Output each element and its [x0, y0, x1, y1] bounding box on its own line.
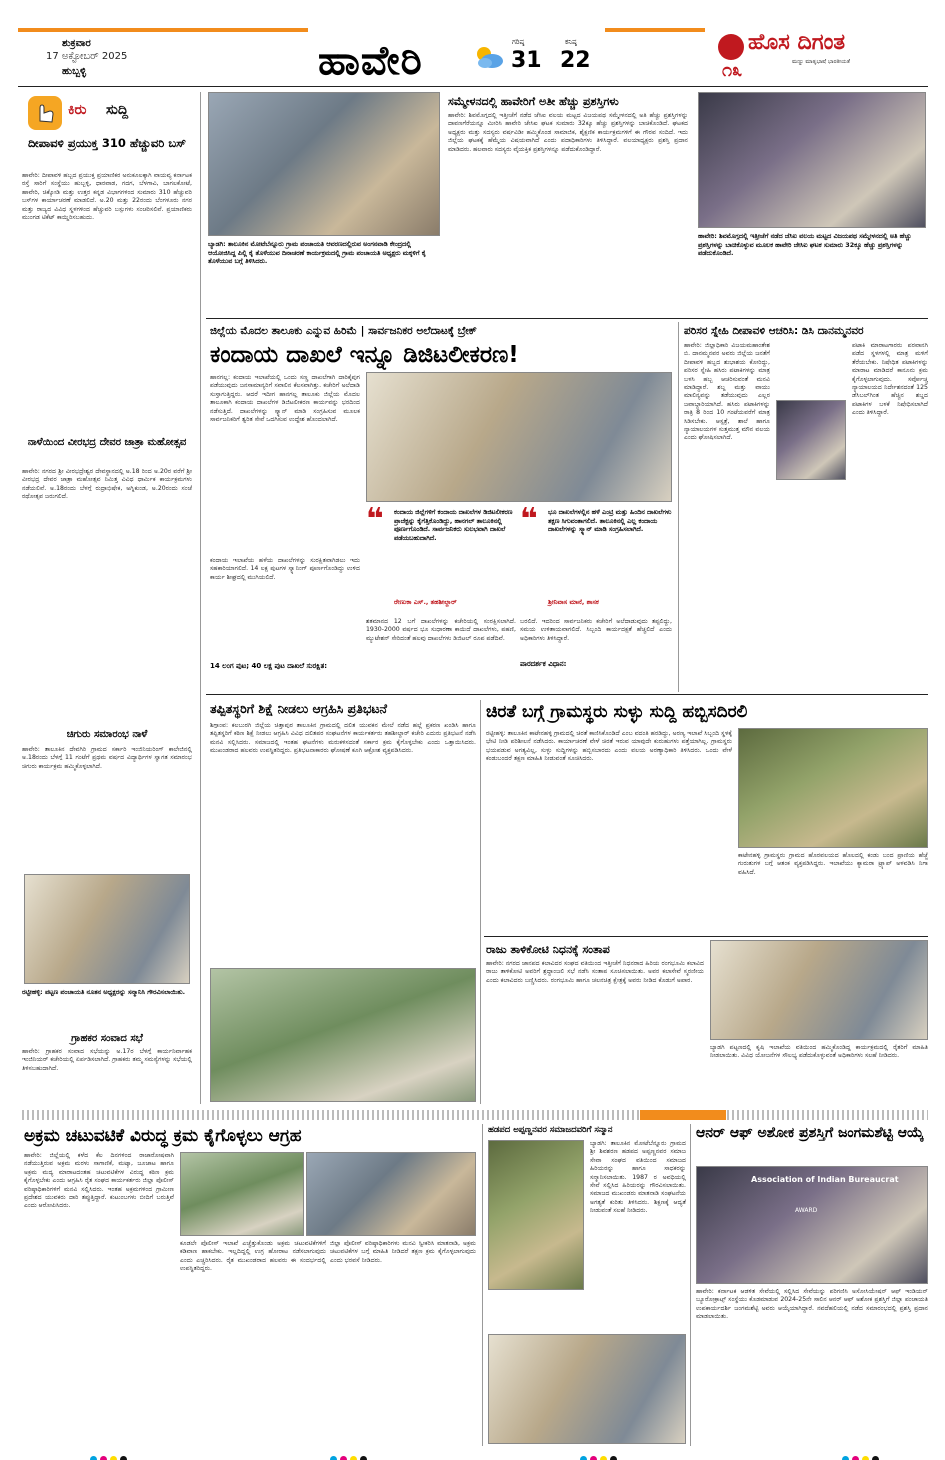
awards-title: ಸಮ್ಮೇಳನದಲ್ಲಿ ಹಾವೇರಿಗೆ ಅತೀ ಹೆಚ್ಚು ಪ್ರಶಸ್ತಿಗಳು [448, 95, 619, 108]
honour-photo [696, 1166, 928, 1284]
leopard-rule [484, 936, 928, 937]
felicitation-divider [690, 1124, 691, 1446]
lead-photo [366, 372, 672, 502]
print-dots-far-right [842, 1448, 882, 1460]
env-title: ಪರಿಸರ ಸ್ನೇಹಿ ದೀಪಾವಳಿ ಆಚರಿಸಿ: ಡಿಸಿ ದಾನಮ್ಮನವರ [684, 325, 864, 337]
punish-photo [210, 968, 476, 1102]
quote-2-author: ಶ್ರೀನಿವಾಸ ಮಾನೆ, ಶಾಸಕ [548, 598, 599, 606]
illegal-body-2: ಕೂಡಲೇ ಪೊಲೀಸ್ ಇಲಾಖೆ ಎಚ್ಚೆತ್ತುಕೊಂಡು ಅಕ್ರಮ ಚಟುವಟಿಕೆಗಳಿಗೆ ಕಡಿವಾಣ ಹಾಕಬೇಕು. ಇಲ್ಲದಿದ್ದಲ್ಲಿ ಉಗ್ರ ಹೋರಾಟ ನಡೆಸಲಾಗುವುದು ಎಂದು ಎಚ್ಚರಿಸಿದರು. ರೈತ ಮುಖಂಡರಾದ ಹಲವರು ಈ ಸಂದರ್ಭದಲ್ಲಿ ಉಪಸ್ಥಿತರಿದ್ದರು. [180, 1240, 326, 1273]
lead-rule [206, 694, 928, 695]
mourning-body-2: ಬ್ಯಾಡಗಿ ಪಟ್ಟಣದಲ್ಲಿ ಕೃಷಿ ಇಲಾಖೆಯ ವತಿಯಿಂದ ಹಮ್ಮಿಕೊಂಡಿದ್ದ ಕಾರ್ಯಕ್ರಮದಲ್ಲಿ ರೈತರಿಗೆ ಮಾಹಿತಿ ನೀಡಲಾಯಿತು. ವಿವಿಧ ಯೋಜನೆಗಳ ಸೌಲಭ್ಯ ಪಡೆದುಕೊಳ್ಳುವಂತೆ ಅಧಿಕಾರಿಗಳು ಸಲಹೆ ನೀಡಿದರು. [710, 1044, 928, 1060]
leopard-photo [738, 728, 928, 848]
dc-portrait [776, 400, 846, 480]
lead-kicker: ಜಿಲ್ಲೆಯ ಮೊದಲ ತಾಲೂಕು ಎನ್ನುವ ಹಿರಿಮೆ | ಸಾರ್ವಜನಿಕರ ಅಲೆದಾಟಕ್ಕೆ ಬ್ರೇಕ್ [210, 325, 477, 337]
logo-emblem [718, 34, 744, 60]
env-body-2: ಪಟಾಕಿ ಮಾರಾಟಗಾರರು ಪರವಾನಗಿ ಪಡೆದ ಸ್ಥಳಗಳಲ್ಲಿ ಮಾತ್ರ ಮಳಿಗೆ ತೆರೆಯಬೇಕು. ನಿಷೇಧಿತ ಪಟಾಕಿಗಳನ್ನು ಮಾರಾಟ ಮಾಡಿದರೆ ಕಾನೂನು ಕ್ರಮ ಕೈಗೊಳ್ಳಲಾಗುವುದು. ಸರ್ವೋಚ್ಚ ನ್ಯಾಯಾಲಯದ ನಿರ್ದೇಶನದಂತೆ 125 ಡೆಸಿಬಲ್‌ಗಿಂತ ಹೆಚ್ಚಿನ ಶಬ್ದದ ಪಟಾಕಿಗಳ ಬಳಕೆ ನಿಷೇಧಿಸಲಾಗಿದೆ ಎಂದು ತಿಳಿಸಿದ್ದಾರೆ. [852, 342, 928, 417]
illegal-title: ಅಕ್ರಮ ಚಟುವಟಿಕೆ ವಿರುದ್ಧ ಕ್ರಮ ಕೈಗೊಳ್ಳಲು ಆಗ್ರಹ [24, 1126, 302, 1146]
awards-rule [206, 318, 928, 319]
quote-2-text: ಭೂ ದಾಖಲೆಗಳಲ್ಲಿನ ಹಳೆ ಎಂಟ್ರಿ ಮತ್ತು ಹಿಂದಿನ ದಾಖಲೆಗಳು ತಕ್ಷಣ ಸಿಗುವಂತಾಗಲಿದೆ. ತಾಲೂಕಿನಲ್ಲಿ ಎಲ್ಲ ಕಂದಾಯ ದಾಖಲೆಗಳನ್ನು ಸ್ಕ್ಯಾನ್ ಮಾಡಿ ಸಂಗ್ರಹಿಸಲಾಗಿದೆ. [548, 508, 672, 534]
section-band-accent [640, 1110, 726, 1120]
masthead-orange-bar [18, 28, 308, 32]
brief-2-title: ನಾಳೆಯಿಂದ ವೀರಭದ್ರ ದೇವರ ಜಾತ್ರಾ ಮಹೋತ್ಸವ [27, 437, 187, 448]
kirusuddi-photo [24, 874, 190, 984]
section-band [22, 1110, 928, 1120]
lead-body-d: ಬರಲಿದೆ. ಇದರಿಂದ ಸಾರ್ವಜನಿಕರು ಕಚೇರಿಗೆ ಅಲೆದಾಡುವುದು ತಪ್ಪಲಿದ್ದು, ಸಮಯ ಉಳಿತಾಯವಾಗಲಿದೆ. ಸಿಬ್ಬಂದಿ ಕಾರ್ಯದಕ್ಷತೆ ಹೆಚ್ಚಲಿದೆ ಎಂದು ಅಧಿಕಾರಿಗಳು ತಿಳಿಸಿದ್ದಾರೆ. [520, 618, 672, 642]
page-number: ೧೩ [722, 60, 743, 81]
weather-max: 31 [511, 48, 542, 73]
illegal-photo-b [306, 1152, 476, 1236]
brief-3-title: ಚಿಗುರು ಸಮಾರಂಭ ನಾಳೆ [66, 729, 148, 740]
print-dots-center [330, 1448, 370, 1460]
lead-body-c: ಶತಮಾನದ 12 ಬಗೆ ದಾಖಲೆಗಳನ್ನು ಕಚೇರಿಯಲ್ಲಿ ಸಂರಕ್ಷಿಸಲಾಗಿದೆ. 1930-2000 ವರ್ಷದ ಭೂ ಸುಧಾರಣಾ ಕಾಯಿದೆ ದಾಖಲೆಗಳು, ಪಹಣಿ, ಮ್ಯುಟೇಶನ್ ಸೇರಿದಂತೆ ಹಲವು ದಾಖಲೆಗಳು ಡಿಜಿಟಲ್ ರೂಪ ಪಡೆದಿವೆ. [366, 618, 516, 642]
quote-2-box [520, 502, 672, 614]
kirusuddi-photo-caption: ರಟ್ಟೀಹಳ್ಳಿ: ಪಟ್ಟಣ ಪಂಚಾಯತಿ ನೂತನ ಅಧ್ಯಕ್ಷರನ್ನು ಸನ್ಮಾನಿಸಿ ಗೌರವಿಸಲಾಯಿತು. [22, 988, 186, 996]
felicitation-photo-a [488, 1140, 584, 1290]
lead-subhead: 14 ಲಂಗ ಪುಟ; 40 ಲಕ್ಷ ಪುಟ ದಾಖಲೆ ಸುರಕ್ಷಿತ: [210, 662, 328, 670]
kirusuddi-badge [28, 96, 62, 130]
felicitation-body: ಬ್ಯಾಡಗಿ: ತಾಲೂಕಿನ ಮೋಟೆಬೆನ್ನೂರು ಗ್ರಾಮದ ಶ್ರೀ ಶಿವಶರಣ ಹಡಪದ ಅಪ್ಪಣ್ಣನವರ ಸಮಾಜ ಸೇವಾ ಸಂಘದ ವತಿಯಿಂದ ಸಮಾಜದ ಹಿರಿಯರನ್ನು ಹಾಗೂ ಸಾಧಕರನ್ನು ಸನ್ಮಾನಿಸಲಾಯಿತು. 1987 ರ ಅವಧಿಯಲ್ಲಿ ಸೇವೆ ಸಲ್ಲಿಸಿದ ಹಿರಿಯರನ್ನು ಗೌರವಿಸಲಾಯಿತು. ಸಮಾಜದ ಮುಖಂಡರು ಮಾತನಾಡಿ ಸಂಘಟನೆಯ ಅಗತ್ಯತೆ ಕುರಿತು ತಿಳಿಸಿದರು. ಶಿಕ್ಷಣಕ್ಕೆ ಆದ್ಯತೆ ನೀಡುವಂತೆ ಸಲಹೆ ನೀಡಿದರು. [590, 1140, 686, 1215]
brief-3-body: ಹಾವೇರಿ: ತಾಲೂಕಿನ ದೇವಗಿರಿ ಗ್ರಾಮದ ಸರ್ಕಾರಿ ಇಂಜಿನಿಯರಿಂಗ್ ಕಾಲೇಜಿನಲ್ಲಿ ಅ.18ರಂದು ಬೆಳಗ್ಗೆ 11 ಗಂಟೆಗೆ ಪ್ರಥಮ ವರ್ಷದ ವಿದ್ಯಾರ್ಥಿಗಳ ಸ್ವಾಗತ ಸಮಾರಂಭ ಚಿಗುರು ಕಾರ್ಯಕ್ರಮ ಹಮ್ಮಿಕೊಳ್ಳಲಾಗಿದೆ. [22, 746, 192, 770]
masthead-date: 17 ಅಕ್ಟೋಬರ್ 2025 [46, 51, 128, 62]
logo-text: ಹೊಸ ದಿಗಂತ [748, 30, 846, 55]
honour-title: ಆನರ್ ಆಫ್ ಅಶೋಕ ಪ್ರಶಸ್ತಿಗೆ ಜಂಗಮಶೆಟ್ಟಿ ಆಯ್ಕೆ [696, 1125, 924, 1141]
edition-title: ಹಾವೇರಿ [318, 38, 423, 84]
weather-max-label: ಗರಿಷ್ಠ [512, 38, 525, 46]
awards-body: ಹಾವೇರಿ: ಶಿವಮೊಗ್ಗದಲ್ಲಿ ಇತ್ತೀಚೆಗೆ ನಡೆದ ಜೆಸಿಐ ವಲಯ ಮಟ್ಟದ ವಿಜಯಪಥ ಸಮ್ಮೇಳನದಲ್ಲಿ ಅತಿ ಹೆಚ್ಚು ಪ್ರಶಸ್ತಿಗಳನ್ನು ದಾವಣಗೆರೆಯನ್ನೂ ಮೀರಿಸಿ ಹಾವೇರಿ ಜೇಸಿಐ ಘಟಕ ಸುಮಾರು 32ಕ್ಕೂ ಹೆಚ್ಚು ಪ್ರಶಸ್ತಿಗಳನ್ನು ಬಾಚಿಕೊಂಡಿದೆ. ಘಟಕದ ಅಧ್ಯಕ್ಷರು ಮತ್ತು ಸದಸ್ಯರು ವರ್ಷವಿಡೀ ಹಮ್ಮಿಕೊಂಡ ಸಾಮಾಜಿಕ, ಶೈಕ್ಷಣಿಕ ಕಾರ್ಯಕ್ರಮಗಳಿಗೆ ಈ ಗೌರವ ಸಂದಿದೆ. ಇದು ಜಿಲ್ಲೆಯ ಘಟಕಕ್ಕೆ ಹೆಮ್ಮೆಯ ವಿಷಯವಾಗಿದೆ ಎಂದು ಪದಾಧಿಕಾರಿಗಳು ತಿಳಿಸಿದ್ದಾರೆ. ವಲಯಾಧ್ಯಕ್ಷರು ಪ್ರಶಸ್ತಿ ಪ್ರದಾನ ಮಾಡಿದರು. ಹಲವಾರು ಸದಸ್ಯರು ವೈಯಕ್ತಿಕ ಪ್ರಶಸ್ತಿಗಳನ್ನೂ ಪಡೆದುಕೊಂಡಿದ್ದಾರೆ. [448, 112, 688, 153]
mourning-body: ಹಾವೇರಿ: ನಗರದ ಜಾನಪದ ಕಲಾವಿದರ ಸಂಘದ ವತಿಯಿಂದ ಇತ್ತೀಚೆಗೆ ನಿಧನರಾದ ಹಿರಿಯ ರಂಗಭೂಮಿ ಕಲಾವಿದ ರಾಜು ತಾಳಿಕೋಟಿ ಅವರಿಗೆ ಶ್ರದ್ಧಾಂಜಲಿ ಸಭೆ ನಡೆಸಿ ಸಂತಾಪ ಸೂಚಿಸಲಾಯಿತು. ಅವರ ಕಲಾಸೇವೆ ಸ್ಮರಣೀಯ ಎಂದು ಕಲಾವಿದರು ಬಣ್ಣಿಸಿದರು. ರಂಗಭೂಮಿ ಹಾಗೂ ಚಲನಚಿತ್ರ ಕ್ಷೇತ್ರಕ್ಕೆ ಅವರು ನೀಡಿದ ಕೊಡುಗೆ ಅಪಾರ. [486, 960, 704, 984]
print-dots-left [90, 1448, 130, 1460]
kirusuddi-column [22, 92, 194, 1104]
punish-body: ಶಿಗ್ಗಾಂವ: ಕಲಬುರಗಿ ಜಿಲ್ಲೆಯ ಚಿತ್ತಾಪುರ ತಾಲೂಕಿನ ಗ್ರಾಮದಲ್ಲಿ ದಲಿತ ಯುವಕನ ಮೇಲೆ ನಡೆದ ಹಲ್ಲೆ ಪ್ರಕರಣ ಖಂಡಿಸಿ ಹಾಗೂ ತಪ್ಪಿತಸ್ಥರಿಗೆ ಕಠಿಣ ಶಿಕ್ಷೆ ನೀಡಲು ಆಗ್ರಹಿಸಿ ವಿವಿಧ ದಲಿತಪರ ಸಂಘಟನೆಗಳ ಕಾರ್ಯಕರ್ತರು ತಹಶೀಲ್ದಾರ್ ಕಚೇರಿ ಎದುರು ಪ್ರತಿಭಟನೆ ನಡೆಸಿ ಮನವಿ ಸಲ್ಲಿಸಿದರು. ಸಮಾಜದಲ್ಲಿ ಇಂತಹ ಘಟನೆಗಳು ಮರುಕಳಿಸದಂತೆ ಸರ್ಕಾರ ಕ್ರಮ ಕೈಗೊಳ್ಳಬೇಕು ಎಂದು ಒತ್ತಾಯಿಸಿದರು. ಮುಖಂಡರಾದ ಹಲವರು ಉಪಸ್ಥಿತರಿದ್ದರು. ಪ್ರತಿಭಟನಾಕಾರರು ಘೋಷಣೆ ಕೂಗಿ ಆಕ್ರೋಶ ವ್ಯಕ್ತಪಡಿಸಿದರು. [210, 722, 476, 755]
newspaper-logo [712, 30, 924, 70]
quote-1-author: ರೇಣುಕಾ ಎಸ್., ತಹಶೀಲ್ದಾರ್ [394, 598, 457, 606]
leopard-body: ರಟ್ಟೀಹಳ್ಳಿ: ತಾಲೂಕಿನ ಕಾಟೇನಹಳ್ಳಿ ಗ್ರಾಮದಲ್ಲಿ ಚಿರತೆ ಕಾಣಿಸಿಕೊಂಡಿದೆ ಎಂಬ ವದಂತಿ ಹರಡಿದ್ದು, ಅರಣ್ಯ ಇಲಾಖೆ ಸಿಬ್ಬಂದಿ ಸ್ಥಳಕ್ಕೆ ಭೇಟಿ ನೀಡಿ ಪರಿಶೀಲನೆ ನಡೆಸಿದರು. ಕಾರ್ಯಾಚರಣೆ ವೇಳೆ ಚಿರತೆ ಇರುವ ಯಾವುದೇ ಕುರುಹುಗಳು ಪತ್ತೆಯಾಗಿಲ್ಲ. ಗ್ರಾಮಸ್ಥರು ಭಯಪಡುವ ಅಗತ್ಯವಿಲ್ಲ, ಸುಳ್ಳು ಸುದ್ದಿಗಳನ್ನು ಹಬ್ಬಿಸಬಾರದು ಎಂದು ವಲಯ ಅರಣ್ಯಾಧಿಕಾರಿ ತಿಳಿಸಿದರು. ಒಂದು ವೇಳೆ ಕಂಡುಬಂದರೆ ತಕ್ಷಣ ಮಾಹಿತಿ ನೀಡುವಂತೆ ಸೂಚಿಸಿದರು. [486, 730, 732, 763]
leopard-title: ಚಿರತೆ ಬಗ್ಗೆ ಗ್ರಾಮಸ್ಥರು ಸುಳ್ಳು ಸುದ್ದಿ ಹಬ್ಬಿಸದಿರಲಿ [486, 702, 748, 722]
print-dots-right [580, 1448, 620, 1460]
anganwadi-photo-caption: ಬ್ಯಾಡಗಿ: ತಾಲೂಕಿನ ಮೋಟೆಬೆನ್ನೂರು ಗ್ರಾಮ ಪಂಚಾಯತಿ ಆವರಣದಲ್ಲಿರುವ ಅಂಗನವಾಡಿ ಕೇಂದ್ರದಲ್ಲಿ ಆಯೋಜಿಸಿದ್ದ ಪಿಲ್ಲಿ ಕೈ ತೊಳೆಯುವ ದಿನಾಚರಣೆ ಕಾರ್ಯಕ್ರಮದಲ್ಲಿ ಗ್ರಾಮ ಪಂಚಾಯತಿ ಅಧ್ಯಕ್ಷರು ಮಕ್ಕಳಿಗೆ ಕೈ ತೊಳೆಯುವ ಬಗ್ಗೆ ತಿಳಿಸಿದರು. [208, 240, 426, 266]
quote-1-mark-icon: ❝ [366, 502, 384, 537]
punish-divider [480, 700, 481, 1104]
awards-photo [698, 92, 926, 228]
illegal-body: ಹಾವೇರಿ: ಜಿಲ್ಲೆಯಲ್ಲಿ ಕಳೆದ ಕೆಲ ದಿನಗಳಿಂದ ರಾಜಾರೋಷವಾಗಿ ನಡೆಯುತ್ತಿರುವ ಅಕ್ರಮ ಮರಳು ಸಾಗಾಣಿಕೆ, ಮಟ್ಕಾ, ಜೂಜಾಟ ಹಾಗೂ ಅಕ್ರಮ ಮದ್ಯ ಮಾರಾಟದಂತಹ ಚಟುವಟಿಕೆಗಳ ವಿರುದ್ಧ ಕಠಿಣ ಕ್ರಮ ಕೈಗೊಳ್ಳಬೇಕು ಎಂದು ಆಗ್ರಹಿಸಿ ರೈತ ಸಂಘದ ಕಾರ್ಯಕರ್ತರು ಜಿಲ್ಲಾ ಪೊಲೀಸ್ ವರಿಷ್ಠಾಧಿಕಾರಿಗಳಿಗೆ ಮನವಿ ಸಲ್ಲಿಸಿದರು. ಇಂತಹ ಅಕ್ರಮಗಳಿಂದ ಗ್ರಾಮೀಣ ಪ್ರದೇಶದ ಯುವಕರು ದಾರಿ ತಪ್ಪುತ್ತಿದ್ದಾರೆ. ಕುಟುಂಬಗಳು ಬೀದಿಗೆ ಬರುತ್ತಿವೆ ಎಂದು ಆರೋಪಿಸಿದರು. [24, 1152, 174, 1210]
logo-tagline: ಮಣ್ಣು ಮಾತೃಭಾಷೆ ಭಾರತೀಯತೆ [792, 59, 851, 65]
mourning-photo [710, 940, 928, 1040]
quote-1-text: ಕಂದಾಯ ಜಿಲ್ಲೆಗಳಿಗೆ ಕಂದಾಯ ದಾಖಲೆಗಳ ಡಿಜಿಟಲೀಕರಣ ಪ್ರಾಜೆಕ್ಟನ್ನು ಕೈಗೆತ್ತಿಕೊಂಡಿದ್ದು, ಹಾನಗಲ್ ತಾಲೂಕಿನಲ್ಲಿ ಪೂರ್ಣಗೊಂಡಿದೆ. ಸಾರ್ವಜನಿಕರು ಸುಲಭವಾಗಿ ದಾಖಲೆ ಪಡೆಯಬಹುದಾಗಿದೆ. [394, 508, 513, 542]
quote-2-mark-icon: ❝ [520, 502, 538, 537]
masthead-day: ಶುಕ್ರವಾರ [62, 38, 91, 49]
weather-min: 22 [560, 48, 591, 73]
weather-icon [472, 44, 506, 70]
punish-title: ತಪ್ಪಿತಸ್ಥರಿಗೆ ಶಿಕ್ಷೆ ನೀಡಲು ಆಗ್ರಹಿಸಿ ಪ್ರತಿಭಟನೆ [210, 701, 387, 716]
lead-subhead-2: ಪಾರದರ್ಶಕ ವಿಧಾನ: [520, 660, 567, 668]
quote-1-box [366, 502, 516, 614]
brief-4-body: ಹಾವೇರಿ: ಗ್ರಾಹಕರ ಸಂವಾದ ಸಭೆಯನ್ನು ಅ.17ರ ಬೆಳಗ್ಗೆ ಕಾರ್ಯನಿರ್ವಾಹಕ ಇಂಜಿನಿಯರ್ ಕಚೇರಿಯಲ್ಲಿ ಏರ್ಪಡಿಸಲಾಗಿದೆ. ಗ್ರಾಹಕರು ತಮ್ಮ ಸಮಸ್ಯೆಗಳನ್ನು ಸಭೆಯಲ್ಲಿ ತಿಳಿಸಬಹುದಾಗಿದೆ. [22, 1048, 192, 1072]
illegal-divider [482, 1124, 483, 1446]
weather-min-label: ಕನಿಷ್ಠ [565, 38, 577, 46]
env-body: ಹಾವೇರಿ: ಜಿಲ್ಲಾಧಿಕಾರಿ ವಿಜಯಮಹಾಂತೇಶ ಬಿ. ದಾನಮ್ಮನವರ ಅವರು ಜಿಲ್ಲೆಯ ಜನತೆಗೆ ದೀಪಾವಳಿ ಹಬ್ಬದ ಶುಭಾಶಯ ಕೋರಿದ್ದು, ಪರಿಸರ ಸ್ನೇಹಿ ಹಸಿರು ಪಟಾಕಿಗಳನ್ನು ಮಾತ್ರ ಬಳಸಿ ಹಬ್ಬ ಆಚರಿಸುವಂತೆ ಮನವಿ ಮಾಡಿದ್ದಾರೆ. ಶಬ್ದ ಮತ್ತು ವಾಯು ಮಾಲಿನ್ಯವನ್ನು ತಡೆಯುವುದು ಎಲ್ಲರ ಜವಾಬ್ದಾರಿಯಾಗಿದೆ. ಹಸಿರು ಪಟಾಕಿಗಳನ್ನು ರಾತ್ರಿ 8 ರಿಂದ 10 ಗಂಟೆಯವರೆಗೆ ಮಾತ್ರ ಸಿಡಿಸಬೇಕು. ಆಸ್ಪತ್ರೆ, ಶಾಲೆ ಹಾಗೂ ನ್ಯಾಯಾಲಯಗಳ ಸುತ್ತಮುತ್ತ ಮೌನ ವಲಯ ಎಂದು ಘೋಷಿಸಲಾಗಿದೆ. [684, 342, 770, 442]
env-divider [678, 322, 679, 692]
kirusuddi-label-a: ಕಿರು [68, 102, 87, 118]
masthead-rule [18, 86, 928, 87]
lead-body-b: ಕಂದಾಯ ಇಲಾಖೆಯ ಹಳೆಯ ದಾಖಲೆಗಳನ್ನು ಸುರಕ್ಷಿತವಾಗಿಡಲು ಇದು ಸಹಕಾರಿಯಾಗಲಿದೆ. 14 ಲಕ್ಷ ಪುಟಗಳ ಸ್ಕ್ಯಾನಿಂಗ್ ಪೂರ್ಣಗೊಂಡಿದ್ದು ಉಳಿದ ಕಾರ್ಯ ಶೀಘ್ರದಲ್ಲಿ ಮುಗಿಯಲಿದೆ. [210, 557, 360, 581]
hand-icon [28, 96, 62, 130]
masthead-city: ಹುಬ್ಬಳ್ಳಿ [62, 66, 87, 77]
brief-2-body: ಹಾವೇರಿ: ನಗರದ ಶ್ರೀ ವೀರಭದ್ರೇಶ್ವರ ದೇವಸ್ಥಾನದಲ್ಲಿ ಅ.18 ರಿಂದ ಅ.20ರ ವರೆಗೆ ಶ್ರೀ ವೀರಭದ್ರ ದೇವರ ಜಾತ್ರಾ ಮಹೋತ್ಸವ ನಿಮಿತ್ತ ವಿವಿಧ ಧಾರ್ಮಿಕ ಕಾರ್ಯಕ್ರಮಗಳು ನಡೆಯಲಿವೆ. ಅ.18ರಂದು ಬೆಳಗ್ಗೆ ರುದ್ರಾಭಿಷೇಕ, ಅಗ್ನಿಕುಂಡ, ಅ.20ರಂದು ಸಂಜೆ ರಥೋತ್ಸವ ಜರುಗಲಿದೆ. [22, 468, 192, 501]
masthead [0, 0, 945, 88]
anganwadi-photo [208, 92, 440, 236]
brief-4-title: ಗ್ರಾಹಕರ ಸಂವಾದ ಸಭೆ [71, 1033, 143, 1044]
felicitation-photo-b [488, 1334, 686, 1444]
illegal-photo-a [180, 1152, 304, 1236]
kirusuddi-label-b: ಸುದ್ದಿ [106, 102, 129, 118]
lead-headline: ಕಂದಾಯ ದಾಖಲೆ ಇನ್ನೂ ಡಿಜಿಟಲೀಕರಣ! [210, 342, 519, 368]
honour-banner-sub: AWARD [795, 1207, 818, 1214]
honour-banner: Association of Indian Bureaucrat [751, 1175, 899, 1184]
mourning-title: ರಾಜು ತಾಳಿಕೋಟಿ ನಿಧನಕ್ಕೆ ಸಂತಾಪ [486, 943, 610, 956]
leopard-body-2: ಕಾಟೇನಹಳ್ಳಿ ಗ್ರಾಮಸ್ಥರು ಗ್ರಾಮದ ಹೊರವಲಯದ ಹೊಲದಲ್ಲಿ ಕಂಡು ಬಂದ ಪ್ರಾಣಿಯ ಹೆಜ್ಜೆ ಗುರುತುಗಳ ಬಗ್ಗೆ ಆತಂಕ ವ್ಯಕ್ತಪಡಿಸಿದ್ದರು. ಇಲಾಖೆಯು ಕ್ಯಾಮರಾ ಟ್ರ್ಯಾಪ್ ಅಳವಡಿಸಿ ನಿಗಾ ವಹಿಸಿದೆ. [738, 852, 928, 876]
brief-1-body: ಹಾವೇರಿ: ದೀಪಾವಳಿ ಹಬ್ಬದ ಪ್ರಯುಕ್ತ ಪ್ರಯಾಣಿಕರ ಅನುಕೂಲಕ್ಕಾಗಿ ವಾಯವ್ಯ ಕರ್ನಾಟಕ ರಸ್ತೆ ಸಾರಿಗೆ ಸಂಸ್ಥೆಯು ಹುಬ್ಬಳ್ಳಿ, ಧಾರವಾಡ, ಗದಗ, ಬೆಳಗಾವಿ, ಬಾಗಲಕೋಟೆ, ಹಾವೇರಿ, ಚಿಕ್ಕೋಡಿ ಮತ್ತು ಉತ್ತರ ಕನ್ನಡ ವಿಭಾಗಗಳಿಂದ ಸುಮಾರು 310 ಹೆಚ್ಚುವರಿ ಬಸ್‌ಗಳ ಕಾರ್ಯಾಚರಣೆ ಮಾಡಲಿದೆ. ಅ.20 ಮತ್ತು 22ರಂದು ಬೆಂಗಳೂರು ನಗರ ಮತ್ತು ರಾಜ್ಯದ ವಿವಿಧ ಸ್ಥಳಗಳಿಂದ ಹೆಚ್ಚುವರಿ ಬಸ್ಸುಗಳು ಸಂಚರಿಸಲಿವೆ. ಪ್ರಯಾಣಿಕರು ಮುಂಗಡ ಟಿಕೆಟ್ ಕಾಯ್ದಿರಿಸಬಹುದು. [22, 172, 192, 222]
awards-photo-caption: ಹಾವೇರಿ: ಶಿವಮೊಗ್ಗದಲ್ಲಿ ಇತ್ತೀಚೆಗೆ ನಡೆದ ಜೆಸಿಐ ವಲಯ ಮಟ್ಟದ ವಿಜಯಪಥ ಸಮ್ಮೇಳನದಲ್ಲಿ ಅತಿ ಹೆಚ್ಚು ಪ್ರಶಸ್ತಿಗಳನ್ನು ಬಾಚಿಕೊಳ್ಳುವ ಮೂಲಕ ಹಾವೇರಿ ಜೇಸಿಐ ಘಟಕ ಸುಮಾರು 32ಕ್ಕೂ ಹೆಚ್ಚು ಪ್ರಶಸ್ತಿಗಳನ್ನು ಪಡೆದುಕೊಂಡಿದೆ. [698, 232, 912, 258]
lead-body-a: ಹಾನಗಲ್ಲ: ಕಂದಾಯ ಇಲಾಖೆಯಲ್ಲಿ ಒಂದು ಸಣ್ಣ ದಾಖಲೆಗಾಗಿ ದಾರಿಕೈಪುಗ ಪಡೆಯುವುದು ಜನಸಾಮಾನ್ಯರಿಗೆ ಸವಾಲಿನ ಕೆಲಸವಾಗಿತ್ತು. ಕಚೇರಿಗೆ ಅಲೆದಾಡಿ ಸುಸ್ತಾಗುತ್ತಿದ್ದರು. ಆದರೆ ಇದೀಗ ಹಾನಗಲ್ಲ ತಾಲೂಕು ಜಿಲ್ಲೆಯ ಮೊದಲ ತಾಲೂಕಾಗಿ ಕಂದಾಯ ದಾಖಲೆಗಳ ಡಿಜಿಟಲೀಕರಣ ಕಾರ್ಯವನ್ನು ಭರದಿಂದ ನಡೆಸುತ್ತಿದೆ. ದಾಖಲೆಗಳನ್ನು ಸ್ಕ್ಯಾನ್ ಮಾಡಿ ಸಂಗ್ರಹಿಸುವ ಮೂಲಕ ಸಾರ್ವಜನಿಕರಿಗೆ ತ್ವರಿತ ಸೇವೆ ಒದಗಿಸುವ ಉದ್ದೇಶ ಹೊಂದಲಾಗಿದೆ. [210, 374, 360, 424]
left-column-divider [200, 92, 201, 1104]
brief-1-title: ದೀಪಾವಳಿ ಪ್ರಯುಕ್ತ 310 ಹೆಚ್ಚುವರಿ ಬಸ್ [28, 136, 186, 150]
masthead-orange-bar-right [605, 28, 705, 32]
felicitation-title: ಹಡಪದ ಅಪ್ಪಣ್ಣನವರ ಸಮಾಜದವರಿಗೆ ಸನ್ಮಾನ [488, 1125, 613, 1135]
honour-body: ಹಾವೇರಿ: ಕರ್ನಾಟಕ ಆಡಳಿತ ಸೇವೆಯಲ್ಲಿ ಸಲ್ಲಿಸಿದ ಸೇವೆಯನ್ನು ಪರಿಗಣಿಸಿ ಅಸೋಸಿಯೇಷನ್ ಆಫ್ ಇಂಡಿಯನ್ ಬ್ಯೂರೋಕ್ರಾಟ್ಸ್ ಸಂಸ್ಥೆಯು ಕೊಡಮಾಡುವ 2024-25ನೇ ಸಾಲಿನ ಆನರ್ ಆಫ್ ಅಶೋಕ ಪ್ರಶಸ್ತಿಗೆ ಜಿಲ್ಲಾ ಪಂಚಾಯತಿ ಉಪಕಾರ್ಯದರ್ಶಿ ಜಂಗಮಶೆಟ್ಟಿ ಅವರು ಆಯ್ಕೆಯಾಗಿದ್ದಾರೆ. ನವದೆಹಲಿಯಲ್ಲಿ ನಡೆದ ಸಮಾರಂಭದಲ್ಲಿ ಪ್ರಶಸ್ತಿ ಪ್ರದಾನ ಮಾಡಲಾಯಿತು. [696, 1288, 928, 1321]
illegal-body-3: ಜಿಲ್ಲಾ ಪೊಲೀಸ್ ವರಿಷ್ಠಾಧಿಕಾರಿಗಳು ಮನವಿ ಸ್ವೀಕರಿಸಿ ಮಾತನಾಡಿ, ಅಕ್ರಮ ಚಟುವಟಿಕೆಗಳ ಬಗ್ಗೆ ಮಾಹಿತಿ ನೀಡಿದರೆ ತಕ್ಷಣ ಕ್ರಮ ಕೈಗೊಳ್ಳಲಾಗುವುದು ಎಂದು ಭರವಸೆ ನೀಡಿದರು. [330, 1240, 476, 1264]
